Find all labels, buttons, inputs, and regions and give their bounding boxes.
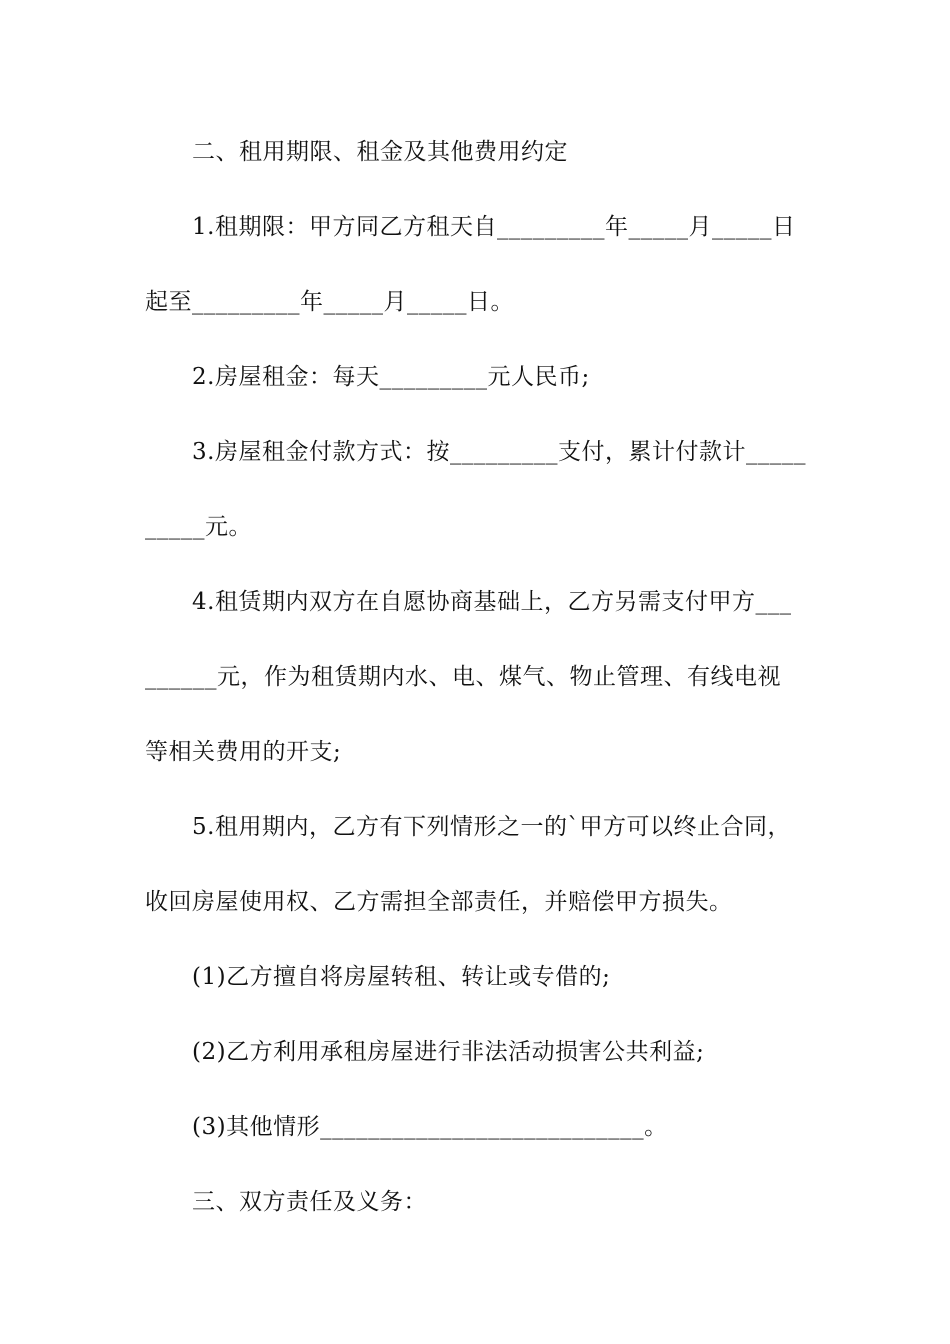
clause-4-other-fees-line-3: 等相关费用的开支; [145,739,342,765]
clause-1-lease-term-line-2: 起至_________年_____月_____日。 [145,289,514,315]
clause-3-payment-method-line-2: _____元。 [145,514,252,540]
clause-5-termination-line-2: 收回房屋使用权、乙方需担全部责任，并赔偿甲方损失。 [145,889,733,915]
clause-4-other-fees-line-1: 4.租赁期内双方在自愿协商基础上，乙方另需支付甲方___ [192,589,792,615]
clause-5-item-1: (1)乙方擅自将房屋转租、转让或专借的; [192,964,611,990]
clause-2-rent-amount: 2.房屋租金：每天_________元人民币; [192,364,590,390]
section-heading-responsibilities: 三、双方责任及义务： [192,1189,427,1215]
clause-5-termination-line-1: 5.租用期内，乙方有下列情形之一的`甲方可以终止合同， [192,814,791,840]
clause-3-payment-method-line-1: 3.房屋租金付款方式：按_________支付，累计付款计_____ [192,439,806,465]
clause-4-other-fees-line-2: ______元，作为租赁期内水、电、煤气、物止管理、有线电视 [145,664,781,690]
section-heading-rent-terms: 二、租用期限、租金及其他费用约定 [192,139,568,165]
clause-5-item-2: (2)乙方利用承租房屋进行非法活动损害公共利益; [192,1039,705,1065]
clause-5-item-3: (3)其他情形___________________________。 [192,1114,668,1140]
clause-1-lease-term-line-1: 1.租期限：甲方同乙方租天自_________年_____月_____日 [192,214,796,240]
